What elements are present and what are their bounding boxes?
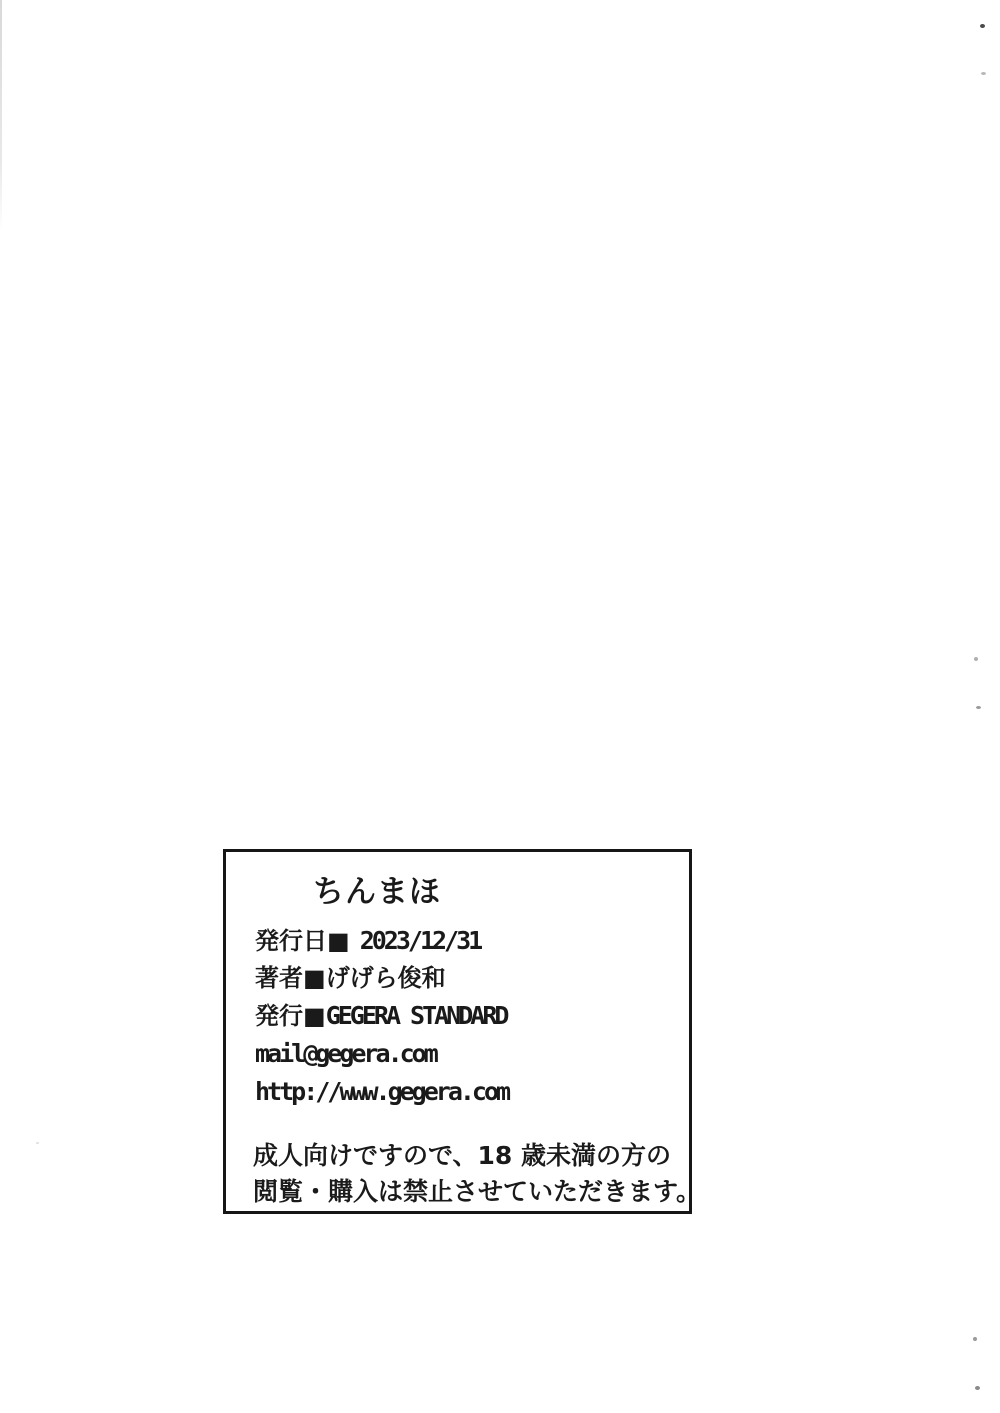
publish-date-label: 発行日■ [255, 927, 350, 955]
age-restriction-notice [253, 1138, 702, 1210]
publish-date-value: 2023/12/31 [359, 926, 481, 955]
scan-speck [976, 706, 981, 709]
email-row [255, 1035, 689, 1073]
website-row [255, 1073, 689, 1111]
notice-line-2: 閲覧・購入は禁止させていただきます。 [253, 1177, 702, 1206]
book-title: ちんまほ [313, 874, 441, 910]
website-url-text: http://www.gegera.com [255, 1077, 509, 1106]
scan-speck [974, 657, 978, 661]
publisher-row [255, 997, 689, 1035]
scan-speck [975, 1386, 980, 1390]
scan-edge-shadow [0, 0, 2, 232]
author-value: げげら俊和 [325, 964, 446, 992]
notice-line-1: 成人向けですので、18 歳未満の方の [253, 1141, 671, 1170]
scan-speck [973, 1337, 977, 1341]
publisher-value: GEGERA STANDARD [325, 1001, 507, 1030]
scan-speck [36, 1142, 39, 1144]
email-text: mail@gegera.com [255, 1039, 436, 1068]
colophon-box [223, 849, 702, 1214]
publisher-label: 発行■ [255, 1002, 326, 1030]
scan-speck [981, 72, 986, 75]
scan-speck [980, 24, 985, 28]
publish-date-row [255, 922, 689, 960]
author-label: 著者■ [255, 964, 326, 992]
author-row [255, 960, 689, 997]
publication-info [255, 922, 689, 1111]
